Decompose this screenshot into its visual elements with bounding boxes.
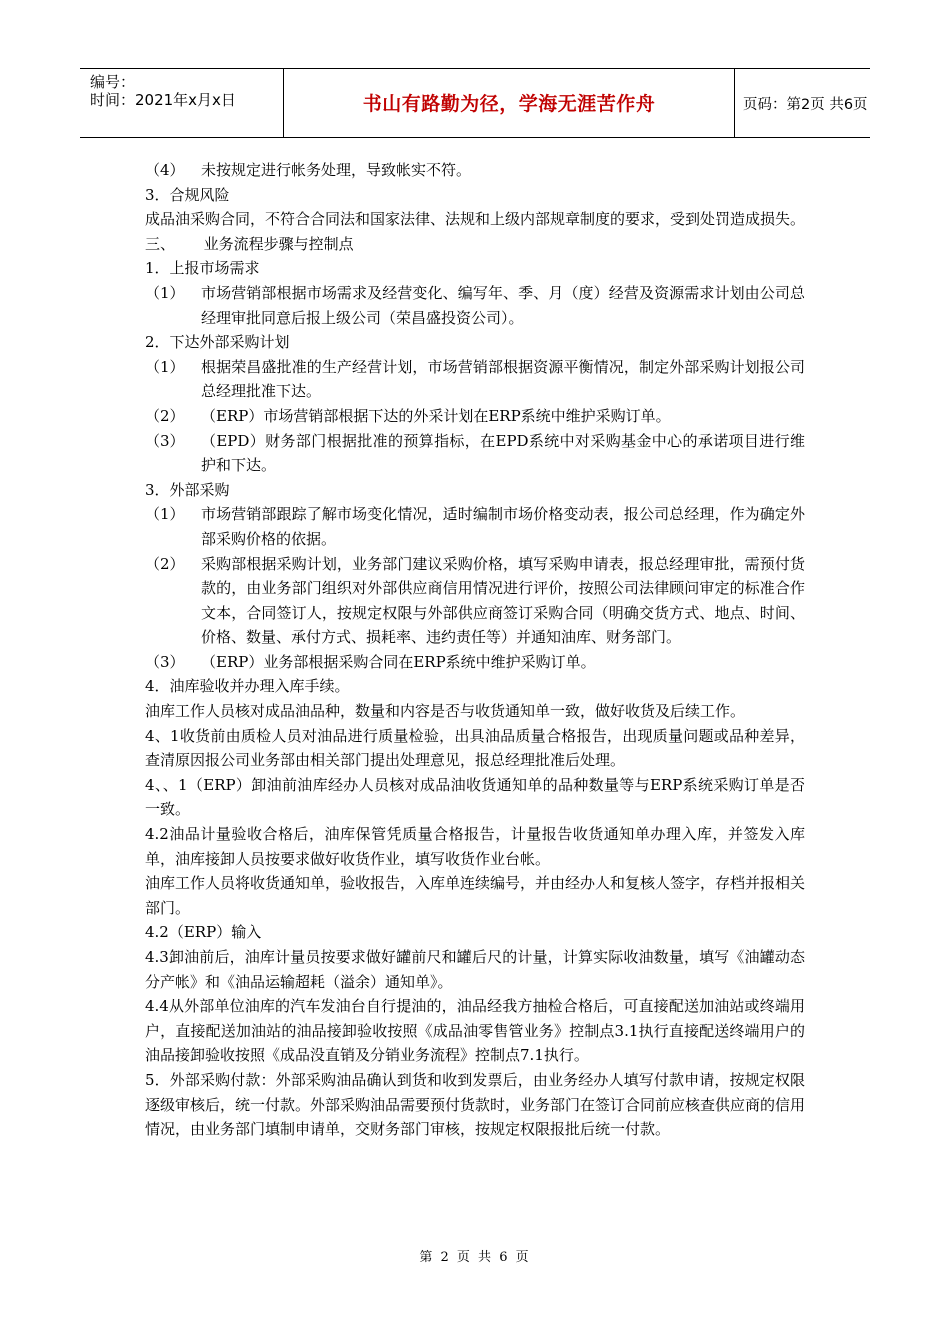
item-text: （ERP）业务部根据采购合同在ERP系统中维护采购订单。 [201, 652, 596, 671]
page-footer: 第 2 页 共 6 页 [419, 1250, 531, 1265]
document-header [80, 68, 870, 138]
item-text: 根据荣昌盛批准的生产经营计划，市场营销部根据资源平衡情况，制定外部采购计划报公司总经理批准下达。 [201, 357, 805, 401]
list-item [145, 429, 805, 478]
item-number: （2） [145, 406, 185, 425]
item-text: （EPD）财务部门根据批准的预算指标，在EPD系统中对采购基金中心的承诺项目进行维护和下达。 [201, 431, 805, 475]
section-heading: 2．下达外部采购计划 [145, 333, 290, 352]
item-text: 市场营销部跟踪了解市场变化情况，适时编制市场价格变动表，报公司总经理，作为确定外部采购价格的依据。 [201, 505, 805, 548]
list-item [145, 552, 805, 650]
item-text: 未按规定进行帐务处理，导致帐实不符。 [201, 161, 472, 179]
list-item [145, 355, 805, 404]
document-body [145, 158, 805, 1142]
item-text: 市场营销部根据市场需求及经营变化、编写年、季、月（度）经营及资源需求计划由公司总经理审批同意后报上级公司（荣昌盛投资公司）。 [201, 283, 805, 327]
paragraph: 4.2（ERP）输入 [145, 923, 262, 942]
paragraph: 4、、1（ERP）卸油前油库经办人员核对成品油收货通知单的品种数量等与ERP系统采购订单是否一致。 [145, 775, 805, 819]
time-label: 时间：2021年x月x日 [90, 91, 236, 109]
header-info-cell [80, 69, 283, 137]
item-number: （2） [145, 554, 185, 573]
item-number: （1） [145, 283, 185, 302]
item-text: （ERP）市场营销部根据下达的外采计划在ERP系统中维护采购订单。 [201, 406, 671, 425]
item-number: （1） [145, 505, 185, 524]
item-number: （4） [145, 161, 185, 179]
section-heading: 三、 业务流程步骤与控制点 [145, 234, 354, 253]
section-heading: 4．油库验收并办理入库手续。 [145, 677, 350, 696]
list-item [145, 158, 805, 183]
item-number: （3） [145, 431, 185, 450]
item-number: （3） [145, 652, 185, 671]
section-heading: 1．上报市场需求 [145, 259, 260, 278]
list-item [145, 650, 805, 675]
item-number: （1） [145, 357, 185, 376]
paragraph: 5．外部采购付款：外部采购油品确认到货和收到发票后，由业务经办人填写付款申请，按规定权限逐级审核后，统一付款。外部采购油品需要预付货款时，业务部门在签订合同前应核查供应商的信用情况，由业务部门填制申请单，交财务部门审核，按规定权限报批后统一付款。 [145, 1070, 806, 1139]
paragraph: 成品油采购合同，不符合合同法和国家法律、法规和上级内部规章制度的要求，受到处罚造成损失。 [145, 210, 806, 229]
section-heading: 3．合规风险 [145, 185, 230, 204]
list-item [145, 281, 805, 330]
section-heading: 3．外部采购 [145, 480, 230, 499]
item-text: 采购部根据采购计划，业务部门建议采购价格，填写采购申请表，报总经理审批，需预付货款的，由业务部门组织对外部供应商信用情况进行评价，按照公司法律顾问审定的标准合作文本，合同签订人，按规定权限与外部供应商签订采购合同（明确交货方式、地点、时间、价格、数量、承付方式、损耗率、违约责任等）并通知油库、财务部门。 [201, 554, 805, 647]
code-label: 编号： [90, 73, 136, 91]
list-item [145, 502, 805, 551]
header-motto-cell [283, 69, 735, 137]
paragraph: 4.4从外部单位油库的汽车发油台自行提油的，油品经我方抽检合格后，可直接配送加油站或终端用户，直接配送加油站的油品接卸验收按照《成品油零售管业务》控制点3.1执行直接配送终端用户的油品接卸验收按照《成品没直销及分销业务流程》控制点7.1执行。 [145, 997, 805, 1065]
paragraph: 油库工作人员核对成品油品种，数量和内容是否与收货通知单一致，做好收货及后续工作。 [145, 702, 746, 721]
header-motto: 书山有路勤为径，学海无涯苦作舟 [362, 93, 656, 115]
paragraph: 4、1收货前由质检人员对油品进行质量检验，出具油品质量合格报告，出现质量问题或品种差异，查清原因报公司业务部由相关部门提出处理意见，报总经理批准后处理。 [145, 726, 805, 770]
paragraph: 4.3卸油前后，油库计量员按要求做好罐前尺和罐后尺的计量，计算实际收油数量，填写《油罐动态分产帐》和《油品运输超耗（溢余）通知单》。 [145, 948, 805, 991]
paragraph: 4.2油品计量验收合格后，油库保管凭质量合格报告，计量报告收货通知单办理入库，并签发入库单，油库接卸人员按要求做好收货作业，填写收货作业台帐。 [145, 825, 805, 868]
paragraph: 油库工作人员将收货通知单，验收报告，入库单连续编号，并由经办人和复核人签字，存档并报相关部门。 [145, 874, 806, 917]
list-item [145, 404, 805, 429]
header-page-cell [735, 69, 870, 137]
header-page-info: 页码：第2页 共6页 [743, 97, 868, 113]
